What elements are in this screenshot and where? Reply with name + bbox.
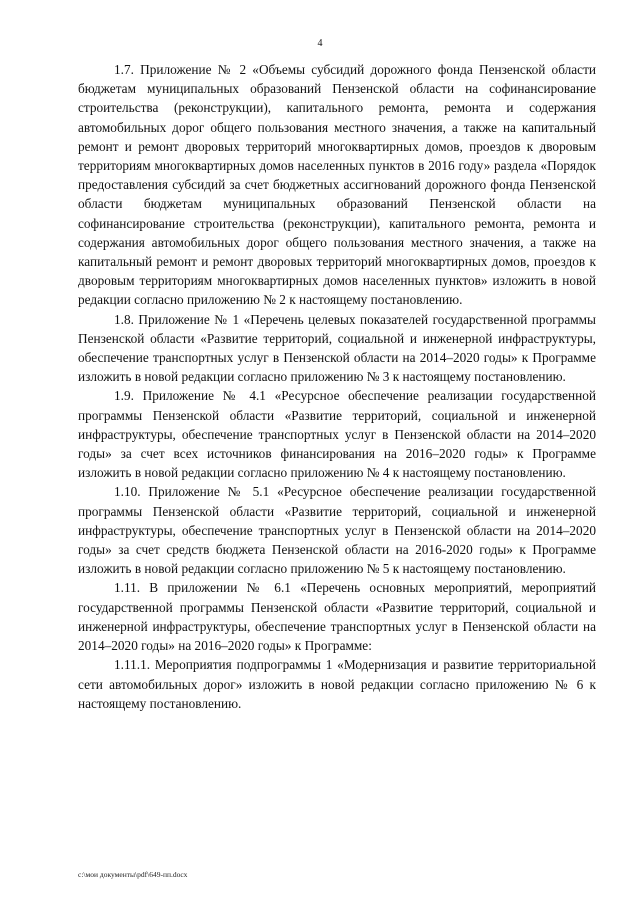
paragraph-1-7: 1.7. Приложение № 2 «Объемы субсидий дорожного фонда Пензенской области бюджетам муниципальных образований Пензенской области на софинансирование строительства (реконструкции), капитального ремонта, ремонта и содержания автомобильных дорог общего пользования местного значения, а также на капитальный ремонт и ремонт дворовых территорий многоквартирных домов, проездов к дворовым территориям многоквартирных домов населенных пунктов в 2016 году» раздела «Порядок предоставления субсидий за счет бюджетных ассигнований дорожного фонда Пензенской области бюджетам муниципальных образований Пензенской области на софинансирование строительства (реконструкции), капитального ремонта, ремонта и содержания автомобильных дорог общего пользования местного значения, а также на капитальный ремонт и ремонт дворовых территорий многоквартирных домов, проездов к дворовым территориям многоквартирных домов населенных пунктов» изложить в новой редакции согласно приложению № 2 к настоящему постановлению. bbox=[78, 62, 596, 308]
footer-file-path: c:\мои документы\pdf\649-пп.docx bbox=[78, 870, 188, 879]
paragraph-1-11: 1.11. В приложении № 6.1 «Перечень основных мероприятий, мероприятий государственной программы Пензенской области «Развитие территорий, социальной и инженерной инфраструктуры, обеспечение транспортных услуг в Пензенской области на 2014–2020 годы» на 2016–2020 годы» к Программе: bbox=[78, 580, 596, 654]
document-body bbox=[78, 60, 596, 713]
paragraph-1-10: 1.10. Приложение № 5.1 «Ресурсное обеспечение реализации государственной программы Пензенской области «Развитие территорий, социальной и инженерной инфраструктуры, обеспечение транспортных услуг в Пензенской области на 2014–2020 годы» за счет средств бюджета Пензенской области на 2016-2020 годы» к Программе изложить в новой редакции согласно приложению № 5 к настоящему постановлению. bbox=[78, 484, 596, 577]
paragraph-1-9: 1.9. Приложение № 4.1 «Ресурсное обеспечение реализации государственной программы Пензенской области «Развитие территорий, социальной и инженерной инфраструктуры, обеспечение транспортных услуг в Пензенской области на 2014–2020 годы» за счет всех источников финансирования на 2016–2020 годы» к Программе изложить в новой редакции согласно приложению № 4 к настоящему постановлению. bbox=[78, 388, 596, 481]
paragraph-1-8: 1.8. Приложение № 1 «Перечень целевых показателей государственной программы Пензенской области «Развитие территорий, социальной и инженерной инфраструктуры, обеспечение транспортных услуг в Пензенской области на 2014–2020 годы» к Программе изложить в новой редакции согласно приложению № 3 к настоящему постановлению. bbox=[78, 311, 596, 385]
page-number: 4 bbox=[317, 38, 323, 49]
paragraph-1-11-1: 1.11.1. Мероприятия подпрограммы 1 «Модернизация и развитие территориальной сети автомобильных дорог» изложить в новой редакции согласно приложению № 6 к настоящему постановлению. bbox=[78, 657, 596, 711]
